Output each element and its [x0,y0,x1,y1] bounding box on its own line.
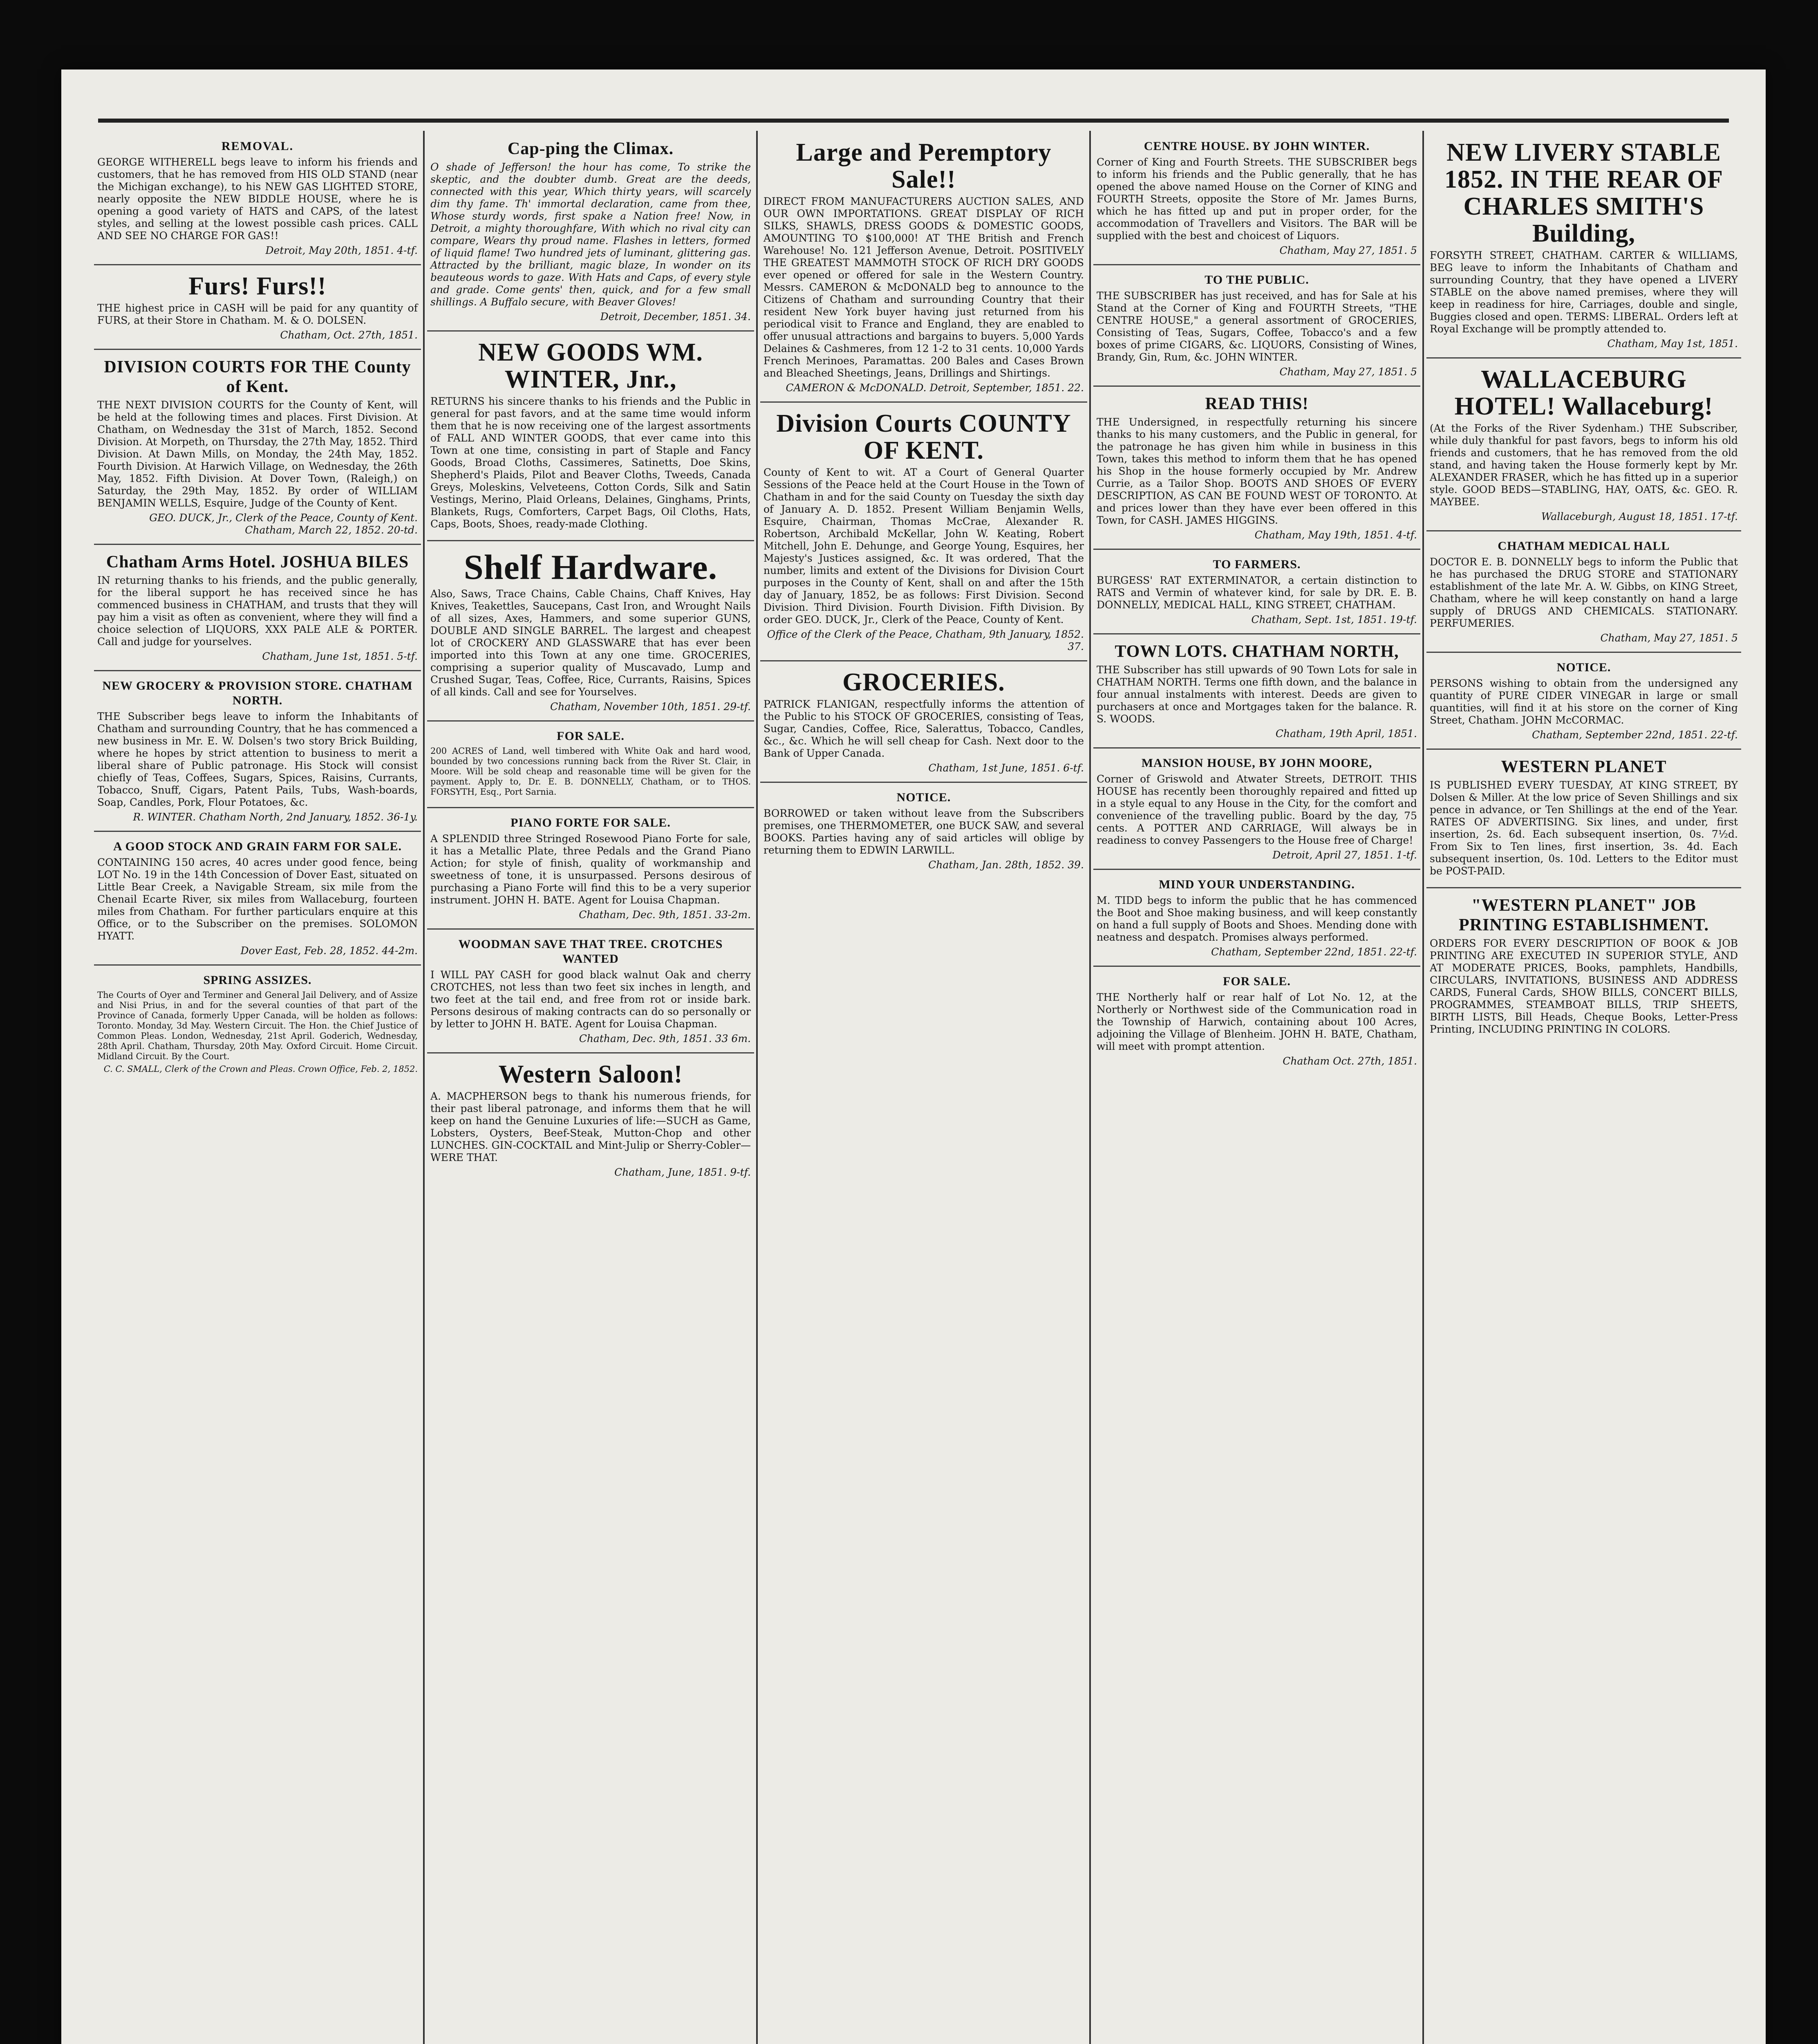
ad-signature: Chatham Oct. 27th, 1851. [1283,1055,1417,1067]
ad-body: THE Subscriber begs leave to inform the Inhabitants of Chatham and surrounding Country, that he has commenced a new business in Mr. E. W. Dolsen's two story Brick Building, where he hopes by strict attention to business to merit a liberal share of Public patronage. His Stock will consist chiefly of Teas, Coffees, Sugars, Spices, Raisins, Currants, Tobacco, Snuff, Cigars, Patent Pails, Tubs, Wash-boards, Soap, Candles, Pork, Flour Potatoes, &c. [97,710,418,808]
ad-signature: Chatham, May 27, 1851. 5 [1600,632,1738,644]
ad-body: (At the Forks of the River Sydenham.) THE Subscriber, while duly thankful for past favors, begs to inform his old friends and customers, that he has removed from the old stand, and having taken the House formerly kept by Mr. ALEXANDER FRASER, which he has fitted up in a superior style. GOOD BEDS—STABLING, HAY, OATS, &c. GEO. R. MAYBEE. [1430,422,1738,508]
grocery-store-ad [94,675,421,832]
peremptory-sale-ad [760,135,1087,403]
ad-body: 200 ACRES of Land, well timbered with White Oak and hard wood, bounded by two concessions running back from the River St. Clair, in Moore. Will be sold cheap and reasonable time will be given for the payment. Apply to, Dr. E. B. DONNELLY, Chatham, or to THOS. FORSYTH, Esq., Port Sarnia. [430,746,751,797]
ad-signature: R. WINTER. Chatham North, 2nd January, 1852. 36-1y. [133,811,418,823]
column-2 [427,135,754,2044]
ad-heading: NEW GROCERY & PROVISION STORE. CHATHAM NORTH. [102,679,413,707]
mansion-house-ad [1093,752,1420,870]
shelf-hardware-ad [427,545,754,722]
ad-heading: WOODMAN SAVE THAT TREE. CROTCHES WANTED [458,937,723,966]
ad-body: I WILL PAY CASH for good black walnut Oak and cherry CROTCHES, not less than two feet six inches in length, and two feet at the tail end, and free from rot or inside bark. Persons desirous of making contracts can do so personally or by letter to JOHN H. BATE. Agent for Louisa Chapman. [430,969,751,1030]
poem-ad [427,135,754,332]
vinegar-notice-ad [1426,656,1741,750]
ad-body: DOCTOR E. B. DONNELLY begs to inform the Public that he has purchased the DRUG STORE and STATIONARY establishment of the late Mr. A. W. Gibbs, on KING Street, Chatham, where he will keep constantly on hand a large supply of DRUGS AND CHEMICALS. STATIONARY. PERFUMERIES. [1430,556,1738,629]
ad-signature: Wallaceburgh, August 18, 1851. 17-tf. [1541,511,1738,522]
ad-heading: MIND YOUR UNDERSTANDING. [1159,878,1355,891]
ad-signature: Detroit, April 27, 1851. 1-tf. [1272,849,1417,861]
ad-body: M. TIDD begs to inform the public that he has commenced the Boot and Shoe making business, and will keep constantly on hand a full supply of Boots and Shoes. Mending done with neatness and despatch. Promises always performed. [1097,894,1417,943]
ad-body: BORROWED or taken without leave from the Subscribers premises, one THERMOMETER, one BUCK SAW, and several BOOKS. Parties having any of said articles will oblige by returning them to EDWIN LARWILL. [763,807,1084,856]
saloon-ad [427,1057,754,1186]
masthead-terms [1426,753,1741,888]
ad-signature: Chatham, May 1st, 1851. [1607,338,1738,350]
notice-ad [760,786,1087,879]
removal-ad [94,135,421,265]
ad-heading: NOTICE. [1556,661,1611,674]
column-5 [1426,135,1741,2044]
ad-signature: Dover East, Feb. 28, 1852. 44-2m. [240,945,418,957]
piano-sale-ad [427,811,754,930]
division-courts-order [760,406,1087,661]
ad-heading: TOWN LOTS. CHATHAM NORTH, [1115,642,1399,661]
column-1 [94,135,421,2044]
ad-signature: Detroit, May 20th, 1851. 4-tf. [265,244,418,256]
ad-body: Also, Saws, Trace Chains, Cable Chains, Chaff Knives, Hay Knives, Teakettles, Saucepans, Cast Iron, and Wrought Nails of all sizes, Axes, Hammers, and some superior GUNS, DOUBLE AND SINGLE BARREL. The largest and cheapest lot of CROCKERY AND GLASSWARE that has ever been imported into this Town at any one time. GROCERIES, comprising a superior quality of Muscavado, Lump and Crushed Sugar, Teas, Coffee, Rice, Currants, Raisins, Spices of all kinds. Call and see for Yourselves. [430,588,751,698]
ad-body: GEORGE WITHERELL begs leave to inform his friends and customers, that he has removed from HIS OLD STAND (near the Michigan exchange), to his NEW GAS LIGHTED STORE, nearly opposite the NEW BIDDLE HOUSE, where he is opening a good variety of HATS and CAPS, of the latest styles, and selling at the lowest possible cash prices. CALL AND SEE NO CHARGE FOR GAS!! [97,156,418,242]
ad-heading: Shelf Hardware. [463,547,718,587]
ad-heading: TO THE PUBLIC. [1205,273,1309,287]
ad-heading: DIVISION COURTS FOR THE County of Kent. [104,358,411,396]
folio-rule [98,119,1729,123]
groceries-ad [760,665,1087,783]
ad-signature: Chatham, 1st June, 1851. 6-tf. [928,762,1084,774]
ad-body: RETURNS his sincere thanks to his friends and the Public in general for past favors, and at the same time would inform them that he is now receiving one of the largest assortments of FALL AND WINTER GOODS, that ever came into this Town at one time, consisting in part of Staple and Fancy Goods, Broad Cloths, Cassimeres, Satinetts, Doe Skins, Shepherd's Plaids, Pilot and Beaver Cloths, Tweeds, Canada Greys, Moleskins, Velveteens, Cotton Cords, Silk and Satin Vestings, Merino, Plaid Orleans, Delaines, Ginghams, Prints, Blankets, Rugs, Comforters, Carpet Bags, Oil Cloths, Hats, Caps, Boots, Shoes, ready-made Clothing. [430,395,751,530]
division-courts-ad [94,353,421,545]
ad-signature: Chatham, Jan. 28th, 1852. 39. [928,859,1084,871]
ad-body: O shade of Jefferson! the hour has come, To strike the skeptic, and the doubter dumb. Great are the deeds, connected with this year, Which thirty years, will scarcely dim thy fame. Th' immortal declaration, came from thee, Whose sturdy words, first spake a Nation free! Now, in Detroit, a mighty thoroughfare, With which no rival city can compare, Wears thy proud name. Flashes in letters, formed of liquid flame! Two hundred jets of luminant, glittering gas. Attracted by the brilliant, magic blaze, In wonder on its beauteous words to gaze. With Hats and Caps, of every style and grade. Come gents' then, quick, and for a few small shillings. A Buffalo secure, with Beaver Gloves! [430,161,751,308]
ad-signature: Office of the Clerk of the Peace, Chatham, 9th January, 1852. 37. [767,628,1084,652]
ad-signature: Chatham, September 22nd, 1851. 22-tf. [1532,729,1738,741]
medical-hall-ad [1426,535,1741,653]
ad-heading: CHATHAM MEDICAL HALL [1498,539,1670,553]
land-sale-ad [427,725,754,808]
read-this-ad [1093,390,1420,550]
ad-heading: Division Courts COUNTY OF KENT. [776,410,1071,464]
furs-ad [94,269,421,350]
livery-stable-ad [1426,135,1741,359]
ad-signature: Chatham, May 19th, 1851. 4-tf. [1254,529,1417,541]
ad-heading: PIANO FORTE FOR SALE. [510,816,671,829]
ad-signature: CAMERON & McDONALD. Detroit, September, 1851. 22. [786,382,1084,394]
job-printing-ad [1426,892,1741,1045]
ad-heading: WALLACEBURG HOTEL! Wallaceburg! [1454,365,1713,420]
column-3 [760,135,1087,2044]
ad-signature: Chatham, May 27, 1851. 5 [1279,366,1417,378]
wallaceburg-hotel-ad [1426,362,1741,531]
lot-sale-ad [1093,970,1420,1075]
ad-heading: MANSION HOUSE, BY JOHN MOORE, [1141,756,1372,770]
ad-heading: "WESTERN PLANET" JOB PRINTING ESTABLISHMENT. [1459,896,1709,935]
ad-signature: Chatham, September 22nd, 1851. 22-tf. [1211,946,1417,958]
column-rule [1422,131,1424,2044]
ad-heading: FOR SALE. [557,729,625,743]
ad-signature: Detroit, December, 1851. 34. [600,311,751,323]
ad-body: DIRECT FROM MANUFACTURERS AUCTION SALES, AND OUR OWN IMPORTATIONS. GREAT DISPLAY OF RICH SILKS, SHAWLS, DRESS GOODS & DOMESTIC GOODS, AMOUNTING TO $100,000! AT THE British and French Warehouse! No. 121 Jefferson Avenue, Detroit. POSITIVELY THE GREATEST MAMMOTH STOCK OF RICH DRY GOODS ever opened or offered for sale in the Western Country. Messrs. CAMERON & McDONALD beg to announce to the Citizens of Chatham and surrounding Country that their resident New York buyer having just returned from his periodical visit to France and England, they are enabled to offer unusual attractions and bargains to buyers. 5,000 Yards Delaines & Cashmeres, from 12 1-2 to 31 cents. 10,000 Yards French Merinoes, Paramattas. 200 Bales and Cases Brown and Bleached Sheetings, Jeans, Drillings and Shirtings. [763,195,1084,379]
ad-body: The Courts of Oyer and Terminer and General Jail Delivery, and of Assize and Nisi Prius, in and for the several counties of that part of the Province of Canada, formerly Upper Canada, will be holden as follows: Toronto. Monday, 3d May. Western Circuit. The Hon. the Chief Justice of Common Pleas. London, Wednesday, 21st April. Goderich, Wednesday, 28th April. Chatham, Thursday, 20th May. Oxford Circuit. Home Circuit. Midland Circuit. By the Court. [97,990,418,1061]
ad-heading: Chatham Arms Hotel. JOSHUA BILES [106,553,409,572]
ad-heading: WESTERN PLANET [1501,758,1667,776]
ad-body: IS PUBLISHED EVERY TUESDAY, AT KING STREET, BY Dolsen & Miller. At the low price of Seven Shillings and six pence in advance, or Ten Shillings at the end of the Year. RATES OF ADVERTISING. Six lines, and under, first insertion, 2s. 6d. Each subsequent insertion, 0s. 7½d. From Six to Ten lines, first insertion, 3s. 4d. Each subsequent insertion, 0s. 10d. Letters to the Editor must be POST-PAID. [1430,779,1738,877]
ad-signature: Chatham, May 27, 1851. 5 [1279,244,1417,256]
ad-body: A SPLENDID three Stringed Rosewood Piano Forte for sale, it has a Metallic Plate, three Pedals and the Grand Piano Action; for style of finish, quality of workmanship and sweetness of tone, it is unsurpassed. Persons desirous of purchasing a Piano Forte will find this to be a very superior instrument. JOHN H. BATE. Agent for Louisa Chapman. [430,833,751,906]
ad-signature: Chatham, Dec. 9th, 1851. 33-2m. [579,909,751,921]
to-farmers-ad [1093,553,1420,634]
ad-body: A. MACPHERSON begs to thank his numerous friends, for their past liberal patronage, and informs them that he will keep on hand the Genuine Luxuries of life:—SUCH as Game, Lobsters, Oysters, Beef-Steak, Mutton-Chop and other LUNCHES. GIN-COCKTAIL and Mint-Julip or Sherry-Cobler—WERE THAT. [430,1090,751,1163]
ad-body: Corner of King and Fourth Streets. THE SUBSCRIBER begs to inform his friends and the Public generally, that he has opened the above named House on the Corner of KING and FOURTH Streets, opposite the Store of Mr. James Burns, which he has fitted up and put in proper order, for the accommodation of Travellers and Visitors. The BAR will be supplied with the best and choicest of Liquors. [1097,156,1417,242]
to-the-public-ad [1093,269,1420,387]
ad-heading: GROCERIES. [842,668,1005,696]
ad-heading: NEW LIVERY STABLE 1852. IN THE REAR OF CHARLES SMITH'S Building, [1444,139,1723,247]
crotches-ad [427,933,754,1053]
ad-body: THE highest price in CASH will be paid for any quantity of FURS, at their Store in Chatham. M. & O. DOLSEN. [97,302,418,326]
ad-body: THE NEXT DIVISION COURTS for the County of Kent, will be held at the following times and places. First Division. At Chatham, on Wednesday the 31st of March, 1852. Second Division. At Morpeth, on Thursday, the 27th May, 1852. Third Division. At Dawn Mills, on Monday, the 24th May, 1852. Fourth Division. At Harwich Village, on Wednesday, the 26th May, 1852. Fifth Division. At Dover Town, (Raleigh,) on Saturday, the 29th May, 1852. By order of WILLIAM BENJAMIN WELLS, Esquire, Judge of the County of Kent. [97,399,418,509]
ad-body: IN returning thanks to his friends, and the public generally, for the liberal support he has received since he has commenced business in CHATHAM, and trusts that they will pay him a visit as often as convenient, where they will find a choice selection of LIQUORS, XXX PALE ALE & PORTER. Call and judge for yourselves. [97,574,418,648]
ad-signature: GEO. DUCK, Jr., Clerk of the Peace, County of Kent. Chatham, March 22, 1852. 20-td. [149,512,418,536]
ad-heading: NEW GOODS WM. WINTER, Jnr., [478,338,703,393]
ad-heading: A GOOD STOCK AND GRAIN FARM FOR SALE. [113,840,402,853]
ad-heading: CENTRE HOUSE. BY JOHN WINTER. [1144,139,1370,153]
ad-body: THE Undersigned, in respectfully returning his sincere thanks to his many customers, and the Public in general, for the patronage he has given him while in business in this Town, takes this method to inform them that he has opened his Shop in the house formerly occupied by Mr. Andrew Currie, as a Tailor Shop. BOOTS AND SHOES OF EVERY DESCRIPTION, AS CAN BE FOUND WEST OF TORONTO. At and prices lower than they have ever been offered in this Town, for CASH. JAMES HIGGINS. [1097,416,1417,526]
ad-body: Corner of Griswold and Atwater Streets, DETROIT. THIS HOUSE has recently been thoroughly repaired and fitted up in a style equal to any House in the City, for the comfort and convenience of the travelling public. Board by the day, 75 cents. A POTTER AND CARRIAGE, Will always be in readiness to convey Passengers to the House free of Charge! [1097,773,1417,846]
ad-heading: READ THIS! [1205,394,1309,413]
ad-signature: Chatham, Sept. 1st, 1851. 19-tf. [1251,614,1417,625]
ad-body: FORSYTH STREET, CHATHAM. CARTER & WILLIAMS, BEG leave to inform the Inhabitants of Chatham and surrounding Country, that they have opened a LIVERY STABLE on the above named premises, where they will keep in readiness for hire, Carriages, double and single, Buggies closed and open. TERMS: LIBERAL. Orders left at Royal Exchange will be promptly attended to. [1430,249,1738,335]
ad-heading: Western Saloon! [498,1060,683,1088]
ad-heading: SPRING ASSIZES. [203,973,312,987]
ad-signature: Chatham, 19th April, 1851. [1275,728,1417,740]
ad-body: PERSONS wishing to obtain from the undersigned any quantity of PURE CIDER VINEGAR in large or small quantities, will find it at his store on the corner of King Street, Chatham. JOHN McCORMAC. [1430,677,1738,726]
chatham-arms-ad [94,548,421,671]
ad-signature: Chatham, Oct. 27th, 1851. [280,329,418,341]
centre-house-ad [1093,135,1420,265]
ad-signature: Chatham, June, 1851. 9-tf. [614,1166,751,1178]
ad-heading: Large and Peremptory Sale!! [796,139,1052,193]
column-rule [756,131,758,2044]
ad-heading: Furs! Furs!! [188,272,327,300]
ad-signature: Chatham, June 1st, 1851. 5-tf. [262,650,418,662]
ad-body: PATRICK FLANIGAN, respectfully informs the attention of the Public to his STOCK OF GROCERIES, consisting of Teas, Sugar, Candies, Coffee, Rice, Salerattus, Tobacco, Candles, &c., &c. Which he will sell cheap for Cash. Next door to the Bank of Upper Canada. [763,698,1084,759]
ad-heading: REMOVAL. [221,139,294,153]
new-goods-ad [427,335,754,541]
ad-heading: TO FARMERS. [1213,558,1301,571]
ad-signature: Chatham, November 10th, 1851. 29-tf. [550,701,751,713]
town-lots-ad [1093,638,1420,749]
column-rule [1089,131,1091,2044]
ad-body: ORDERS FOR EVERY DESCRIPTION OF BOOK & JOB PRINTING ARE EXECUTED IN SUPERIOR STYLE, AND AT MODERATE PRICES, Books, pamphlets, Handbills, CIRCULARS, INVITATIONS, BUSINESS AND ADDRESS CARDS, Funeral Cards, SHOW BILLS, CONCERT BILLS, PROGRAMMES, STEAMBOAT BILLS, TRIP SHEETS, BIRTH LISTS, Bill Heads, Cheque Books, Letter-Press Printing, INCLUDING PRINTING IN COLORS. [1430,937,1738,1035]
farm-sale-ad [94,835,421,966]
ad-body: County of Kent to wit. AT a Court of General Quarter Sessions of the Peace held at the Court House in the Town of Chatham in and for the said County on Tuesday the sixth day of January A. D. 1852. Present William Benjamin Wells, Esquire, Chairman, Thomas McCrae, Alexander R. Robertson, Archibald McKellar, John W. Keating, Robert Mitchell, John E. Dehunge, and George Young, Esquires, her Majesty's Justices assigned, &c. It was ordered, That the number, limits and extent of the Divisions for Division Court purposes in the County of Kent, shall on and after the 15th day of January, 1852, be as follows: First Division. Second Division. Third Division. Fourth Division. Fifth Division. By order GEO. DUCK, Jr., Clerk of the Peace, County of Kent. [763,466,1084,625]
shoemaker-ad [1093,873,1420,967]
ad-heading: FOR SALE. [1223,975,1291,988]
ad-body: THE Subscriber has still upwards of 90 Town Lots for sale in CHATHAM NORTH. Terms one fifth down, and the balance in four annual instalments with interest. Deeds are given to purchasers at once and Mortgages taken for the balance. R. S. WOODS. [1097,664,1417,725]
column-4 [1093,135,1420,2044]
newspaper-page [61,69,1766,2044]
ad-body: THE SUBSCRIBER has just received, and has for Sale at his Stand at the Corner of King and FOURTH Streets, "THE CENTRE HOUSE," a general assortment of GROCERIES, Consisting of Teas, Sugars, Coffee, Tobacco's and a few boxes of prime CIGARS, &c. LIQUORS, Consisting of Wines, Brandy, Gin, Rum, &c. JOHN WINTER. [1097,290,1417,363]
ad-signature: Chatham, Dec. 9th, 1851. 33 6m. [579,1033,751,1044]
ad-body: BURGESS' RAT EXTERMINATOR, a certain distinction to RATS and Vermin of whatever kind, for sale by DR. E. B. DONNELLY, MEDICAL HALL, KING STREET, CHATHAM. [1097,574,1417,611]
ad-body: CONTAINING 150 acres, 40 acres under good fence, being LOT No. 19 in the 14th Concession of Dover East, situated on Little Bear Creek, a Navigable Stream, six mile from the Chenail Ecarte River, six miles from Wallaceburg, fourteen miles from Chatham. For further particulars enquire at this Office, or to the Subscriber on the premises. SOLOMON HYATT. [97,856,418,942]
spring-assizes-ad [94,969,421,1082]
column-rule [423,131,425,2044]
ad-heading: NOTICE. [896,791,951,804]
ad-signature: C. C. SMALL, Clerk of the Crown and Pleas. Crown Office, Feb. 2, 1852. [103,1064,418,1074]
ad-body: THE Northerly half or rear half of Lot No. 12, at the Northerly or Northwest side of the Communication road in the Township of Harwich, containing about 100 Acres, adjoining the Village of Blenheim. JOHN H. BATE, Chatham, will meet with prompt attention. [1097,991,1417,1052]
ad-heading: Cap-ping the Climax. [507,139,674,158]
